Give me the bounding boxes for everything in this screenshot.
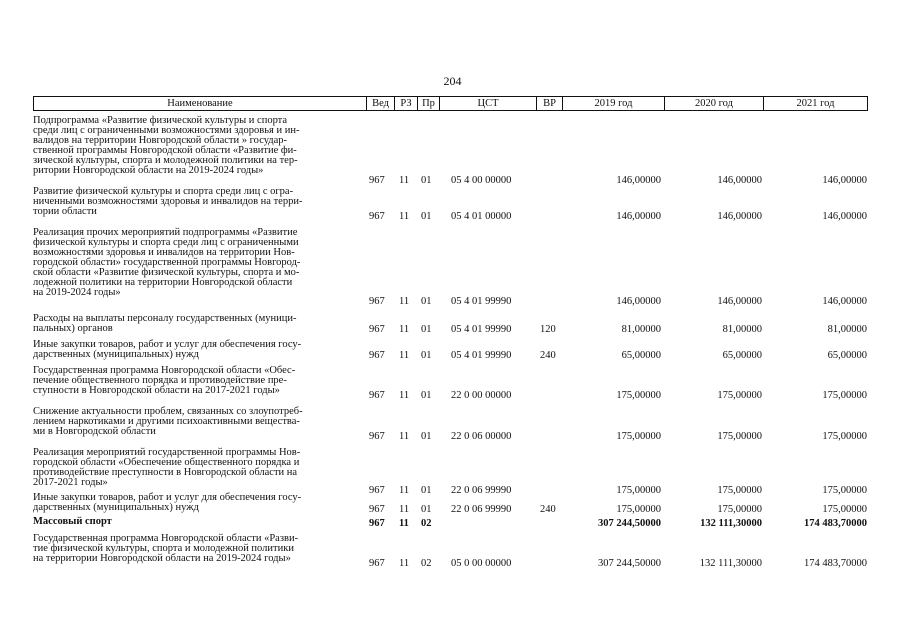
ved-cell: 967 xyxy=(369,518,385,529)
rz-cell: 11 xyxy=(399,485,410,496)
amount-2020-cell: 81,00000 xyxy=(722,324,762,335)
pr-cell: 02 xyxy=(421,518,432,529)
name-cell: Массовый спорт xyxy=(33,516,112,527)
rz-cell: 11 xyxy=(399,504,410,515)
header-2020: 2020 год xyxy=(664,96,764,111)
amount-2019-cell: 175,00000 xyxy=(616,431,661,442)
table-row xyxy=(0,493,905,515)
amount-2020-cell: 132 111,30000 xyxy=(700,518,762,529)
name-cell: Расходы на выплаты персоналу государственных (муници- пальных) органов xyxy=(33,313,297,334)
amount-2021-cell: 146,00000 xyxy=(822,211,867,222)
amount-2021-cell: 175,00000 xyxy=(822,504,867,515)
amount-2019-cell: 307 244,50000 xyxy=(598,558,661,569)
rz-cell: 11 xyxy=(399,324,410,335)
pr-cell: 01 xyxy=(421,324,432,335)
amount-2020-cell: 132 111,30000 xyxy=(699,558,762,569)
pr-cell: 01 xyxy=(421,390,432,401)
amount-2019-cell: 146,00000 xyxy=(616,175,661,186)
name-cell: Государственная программа Новгородской области «Обес- печение общественного порядка и противодействие пре- ступности в Новгородской области на 2017-2021 годы» xyxy=(33,365,296,396)
amount-2020-cell: 146,00000 xyxy=(717,296,762,307)
rz-cell: 11 xyxy=(399,211,410,222)
amount-2021-cell: 174 483,70000 xyxy=(804,558,867,569)
header-pr: Пр xyxy=(417,96,440,111)
ved-cell: 967 xyxy=(369,350,385,361)
ved-cell: 967 xyxy=(369,296,385,307)
amount-2019-cell: 175,00000 xyxy=(616,485,661,496)
ved-cell: 967 xyxy=(369,431,385,442)
rz-cell: 11 xyxy=(399,518,409,529)
ved-cell: 967 xyxy=(369,211,385,222)
table-row xyxy=(0,228,905,307)
amount-2020-cell: 175,00000 xyxy=(717,431,762,442)
pr-cell: 01 xyxy=(421,296,432,307)
pr-cell: 01 xyxy=(421,350,432,361)
vr-cell: 120 xyxy=(540,324,556,335)
rz-cell: 11 xyxy=(399,390,410,401)
vr-cell: 240 xyxy=(540,350,556,361)
header-name: Наименование xyxy=(33,96,367,111)
cst-cell: 05 4 01 99990 xyxy=(451,350,512,361)
cst-cell: 22 0 06 99990 xyxy=(451,485,512,496)
header-ved: Вед xyxy=(366,96,395,111)
header-rz: РЗ xyxy=(394,96,418,111)
amount-2019-cell: 65,00000 xyxy=(621,350,661,361)
amount-2020-cell: 146,00000 xyxy=(717,211,762,222)
amount-2021-cell: 146,00000 xyxy=(822,175,867,186)
rz-cell: 11 xyxy=(399,350,410,361)
amount-2020-cell: 175,00000 xyxy=(717,390,762,401)
ved-cell: 967 xyxy=(369,175,385,186)
table-row xyxy=(0,407,905,442)
rz-cell: 11 xyxy=(399,558,410,569)
vr-cell: 240 xyxy=(540,504,556,515)
ved-cell: 967 xyxy=(369,485,385,496)
amount-2020-cell: 65,00000 xyxy=(722,350,762,361)
amount-2019-cell: 146,00000 xyxy=(616,296,661,307)
name-cell: Подпрограмма «Развитие физической культуры и спорта среди лиц с ограниченными возможностями здоровья и ин- валидов на территории Новгородской области » государ- ственной программы Новгородской области «Развитие фи- зической культуры, спорта и молодежной политики на тер- ритории Новгородской области на 2019-2024 годы» xyxy=(33,115,300,176)
ved-cell: 967 xyxy=(369,324,385,335)
name-cell: Иные закупки товаров, работ и услуг для обеспечения госу- дарственных (муниципальных) нужд xyxy=(33,492,302,513)
amount-2020-cell: 175,00000 xyxy=(717,504,762,515)
cst-cell: 05 4 00 00000 xyxy=(451,175,512,186)
header-vr: ВР xyxy=(536,96,563,111)
ved-cell: 967 xyxy=(369,558,385,569)
header-2019: 2019 год xyxy=(562,96,665,111)
pr-cell: 01 xyxy=(421,175,432,186)
amount-2021-cell: 146,00000 xyxy=(822,296,867,307)
cst-cell: 05 4 01 00000 xyxy=(451,211,512,222)
amount-2019-cell: 146,00000 xyxy=(616,211,661,222)
ved-cell: 967 xyxy=(369,504,385,515)
pr-cell: 01 xyxy=(421,485,432,496)
amount-2019-cell: 175,00000 xyxy=(616,390,661,401)
cst-cell: 05 4 01 99990 xyxy=(451,296,512,307)
table-row xyxy=(0,314,905,335)
table-row xyxy=(0,340,905,361)
table-row xyxy=(0,187,905,222)
table-row xyxy=(0,366,905,401)
name-cell: Реализация прочих мероприятий подпрограммы «Развитие физической культуры и спорта среди лиц с ограниченными возможностями здоровья и инвалидов на территории Нов- городской области» государственной программы Новгород- ской области «Развитие физической культуры, спорта и мо- лодежной политики на территории Новгородской области на 2019-2024 годы» xyxy=(33,227,301,298)
pr-cell: 01 xyxy=(421,504,432,515)
name-cell: Государственная программа Новгородской области «Разви- тие физической культуры, спорта и молодежной политики на территории Новгородской области на 2019-2024 годы» xyxy=(33,533,299,564)
amount-2021-cell: 175,00000 xyxy=(822,485,867,496)
amount-2019-cell: 81,00000 xyxy=(621,324,661,335)
amount-2019-cell: 307 244,50000 xyxy=(598,518,661,529)
amount-2021-cell: 175,00000 xyxy=(822,431,867,442)
page-number: 204 xyxy=(443,74,462,88)
amount-2021-cell: 175,00000 xyxy=(822,390,867,401)
header-2021: 2021 год xyxy=(763,96,868,111)
name-cell: Иные закупки товаров, работ и услуг для обеспечения госу- дарственных (муниципальных) нужд xyxy=(33,339,302,360)
cst-cell: 05 4 01 99990 xyxy=(451,324,512,335)
name-cell: Развитие физической культуры и спорта среди лиц с огра- ниченными возможностями здоровья и инвалидов на терри- тории области xyxy=(33,186,303,217)
name-cell: Снижение актуальности проблем, связанных со злоупотреб- лением наркотиками и другими психоактивными вещества- ми в Новгородской области xyxy=(33,406,303,437)
cst-cell: 05 0 00 00000 xyxy=(451,558,512,569)
rz-cell: 11 xyxy=(399,296,410,307)
table-row xyxy=(0,534,905,569)
name-cell: Реализация мероприятий государственной программы Нов- городской области «Обеспечение общественного порядка и противодействие преступности в Новгородской области на 2017-2021 годы» xyxy=(33,447,301,488)
cst-cell: 22 0 00 00000 xyxy=(451,390,512,401)
pr-cell: 01 xyxy=(421,211,432,222)
table-row xyxy=(0,448,905,496)
amount-2020-cell: 175,00000 xyxy=(717,485,762,496)
ved-cell: 967 xyxy=(369,390,385,401)
amount-2021-cell: 65,00000 xyxy=(827,350,867,361)
cst-cell: 22 0 06 00000 xyxy=(451,431,512,442)
amount-2019-cell: 175,00000 xyxy=(616,504,661,515)
cst-cell: 22 0 06 99990 xyxy=(451,504,512,515)
amount-2021-cell: 174 483,70000 xyxy=(804,518,867,529)
table-row xyxy=(0,116,905,186)
amount-2020-cell: 146,00000 xyxy=(717,175,762,186)
pr-cell: 01 xyxy=(421,431,432,442)
header-cst: ЦСТ xyxy=(439,96,537,111)
rz-cell: 11 xyxy=(399,431,410,442)
amount-2021-cell: 81,00000 xyxy=(827,324,867,335)
pr-cell: 02 xyxy=(421,558,432,569)
rz-cell: 11 xyxy=(399,175,410,186)
table-row xyxy=(0,517,905,529)
